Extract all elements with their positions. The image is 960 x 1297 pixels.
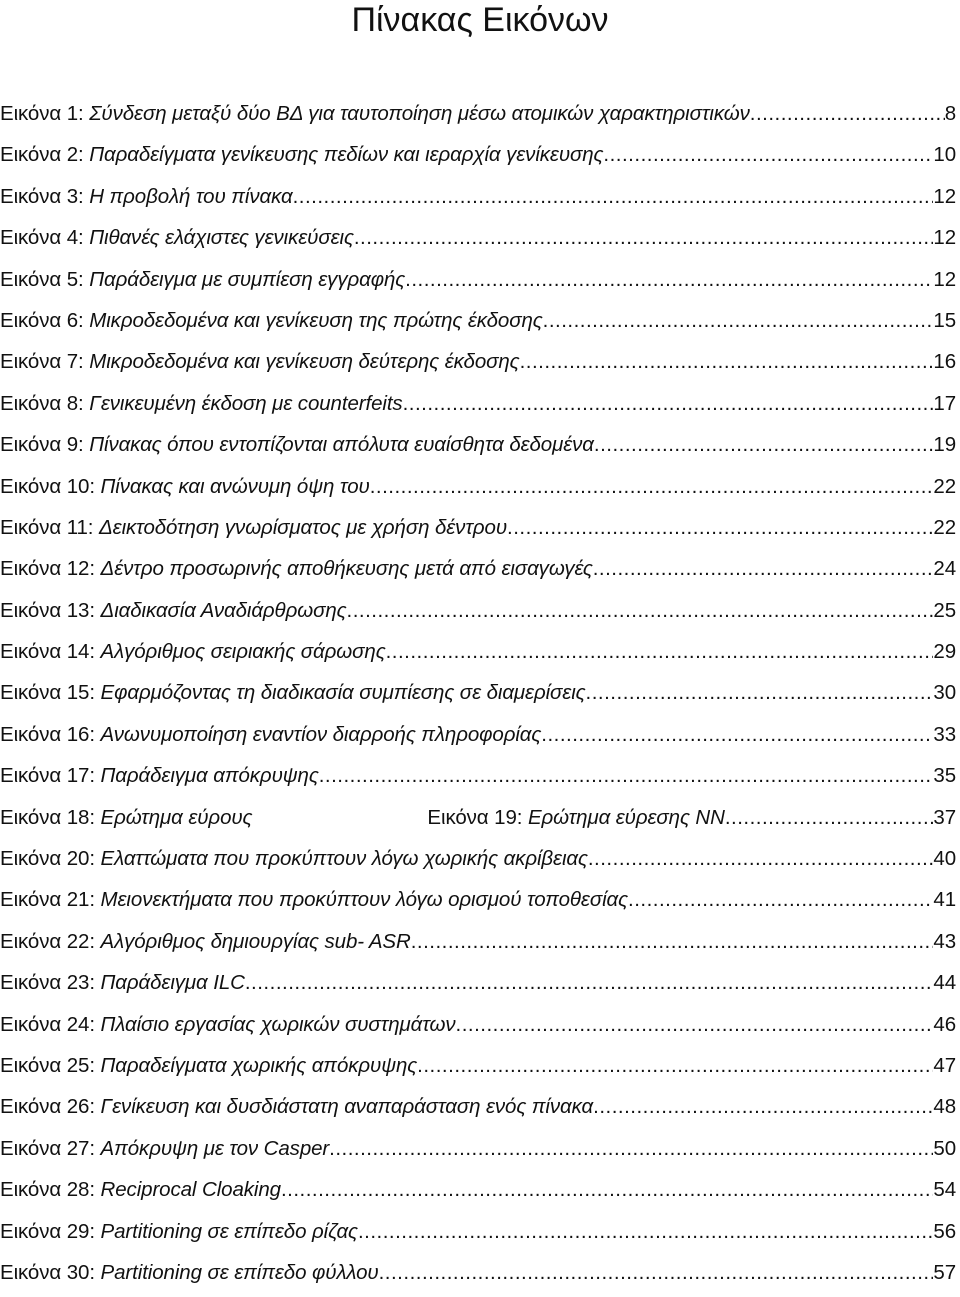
toc-entry[interactable]: [0, 755, 956, 796]
figure-caption: Γενίκευση και δυσδιάστατη αναπαράσταση ενός πίνακα: [100, 1095, 594, 1119]
figure-caption: Πλαίσιο εργασίας χωρικών συστημάτων: [100, 1012, 456, 1036]
page-number: 22: [933, 474, 956, 498]
toc-entry[interactable]: [0, 838, 956, 879]
page-number: 47: [933, 1053, 956, 1077]
figure-caption: Αλγόριθμος σειριακής σάρωσης: [100, 640, 386, 664]
figure-label: [0, 797, 252, 838]
figure-caption: Διαδικασία Αναδιάρθρωσης: [100, 598, 347, 622]
dot-leader: [456, 1004, 934, 1045]
dot-leader: [411, 921, 934, 962]
dot-leader: [354, 217, 934, 258]
toc-entry[interactable]: [0, 1211, 956, 1252]
page-number: 19: [933, 433, 956, 457]
dot-leader: [347, 590, 934, 631]
figure-caption: Partitioning σε επίπεδο ρίζας: [100, 1219, 358, 1243]
figure-label: [0, 1211, 358, 1252]
page-number: 57: [933, 1260, 956, 1284]
figure-label: [0, 962, 245, 1003]
dot-leader: [507, 507, 933, 548]
dot-leader: [588, 838, 934, 879]
figure-caption: Μειονεκτήματα που προκύπτουν λόγω ορισμού τοποθεσίας: [100, 888, 629, 912]
toc-entry[interactable]: [0, 1045, 956, 1086]
page-number: 33: [933, 722, 956, 746]
figure-label: [0, 134, 603, 175]
dot-leader: [628, 879, 933, 920]
figure-caption: Παραδείγματα χωρικής απόκρυψης: [100, 1053, 418, 1077]
figure-caption: Μικροδεδομένα και γενίκευση δεύτερης έκδοσης: [89, 350, 520, 374]
figure-number: Εικόνα 19:: [427, 805, 523, 829]
dot-leader: [593, 548, 934, 589]
toc-entry[interactable]: [0, 93, 956, 134]
figure-label: [0, 631, 386, 672]
toc-entry[interactable]: [0, 590, 956, 631]
page-number: 44: [933, 971, 956, 995]
figure-caption: Πίνακας όπου εντοπίζονται απόλυτα ευαίσθητα δεδομένα: [89, 433, 594, 457]
dot-leader: [358, 1211, 933, 1252]
figure-label: [0, 1252, 379, 1293]
toc-entry[interactable]: [0, 1128, 956, 1169]
toc-entry[interactable]: [0, 466, 956, 507]
figure-caption: Παράδειγμα με συμπίεση εγγραφής: [89, 267, 406, 291]
figure-caption: Μικροδεδομένα και γενίκευση της πρώτης έκδοσης: [89, 308, 543, 332]
figure-number: Εικόνα 30:: [0, 1260, 95, 1284]
figure-caption: Παραδείγματα γενίκευσης πεδίων και ιεραρχία γενίκευσης: [89, 143, 604, 167]
figure-number: Εικόνα 2:: [0, 143, 84, 167]
figure-label: [0, 548, 593, 589]
figure-caption: Αλγόριθμος δημιουργίας sub- ASR: [100, 929, 411, 953]
toc-entry[interactable]: [0, 507, 956, 548]
figure-number: Εικόνα 29:: [0, 1219, 95, 1243]
figure-number: Εικόνα 28:: [0, 1178, 95, 1202]
figure-label: [0, 590, 347, 631]
figure-caption: Σύνδεση μεταξύ δύο ΒΔ για ταυτοποίηση μέσω ατομικών χαρακτηριστικών: [89, 102, 750, 125]
figure-caption: Ανωνυμοποίηση εναντίον διαρροής πληροφορίας: [100, 722, 542, 746]
figure-label: [0, 341, 520, 382]
figure-label: [0, 1004, 456, 1045]
figure-number: Εικόνα 13:: [0, 598, 95, 622]
figure-number: Εικόνα 8:: [0, 391, 84, 415]
toc-entry[interactable]: [0, 797, 956, 838]
toc-entry[interactable]: [0, 879, 956, 920]
figure-number: Εικόνα 27:: [0, 1136, 95, 1160]
figure-number: Εικόνα 16:: [0, 722, 95, 746]
figure-caption: Ερώτημα εύρεσης NN: [527, 805, 725, 829]
toc-entry[interactable]: [0, 672, 956, 713]
figure-caption: Η προβολή του πίνακα: [89, 184, 293, 208]
dot-leader: [403, 383, 934, 424]
figure-number: Εικόνα 9:: [0, 433, 84, 457]
figure-caption: Εφαρμόζοντας τη διαδικασία συμπίεσης σε διαμερίσεις: [100, 681, 586, 705]
page-number: 16: [933, 350, 956, 374]
page-title: Πίνακας Εικόνων: [351, 1, 609, 39]
dot-leader: [329, 1128, 933, 1169]
page-number: 25: [933, 598, 956, 622]
dot-leader: [586, 672, 934, 713]
page-number: 17: [933, 391, 956, 415]
page-number: 10: [933, 143, 956, 167]
figure-number: Εικόνα 1:: [0, 102, 84, 125]
figure-caption: Ελαττώματα που προκύπτουν λόγω χωρικής ακρίβειας: [100, 847, 588, 871]
figure-label: [0, 714, 541, 755]
figure-caption: Απόκρυψη με τον Casper: [100, 1136, 330, 1160]
page-number: 37: [933, 805, 956, 829]
figure-caption: Reciprocal Cloaking: [100, 1178, 281, 1202]
figure-number: Εικόνα 21:: [0, 888, 95, 912]
toc-entry[interactable]: [0, 134, 956, 175]
dot-leader: [417, 1045, 933, 1086]
page-number: 8: [944, 102, 956, 125]
toc-entry[interactable]: [0, 341, 956, 382]
figure-label: [0, 1169, 281, 1210]
figure-number: Εικόνα 5:: [0, 267, 84, 291]
figure-label: [0, 217, 354, 258]
page-number: 56: [933, 1219, 956, 1243]
figure-label: [0, 755, 319, 796]
figure-caption: Ερώτημα εύρους: [100, 805, 253, 829]
dot-leader: [293, 176, 934, 217]
toc-entry[interactable]: [0, 631, 956, 672]
toc-entry[interactable]: [0, 1169, 956, 1210]
dot-leader: [245, 962, 934, 1003]
toc-entry[interactable]: [0, 1086, 956, 1127]
page-number: 54: [933, 1178, 956, 1202]
figure-caption: Partitioning σε επίπεδο φύλλου: [100, 1260, 379, 1284]
figure-number: Εικόνα 22:: [0, 929, 95, 953]
figure-label: [0, 259, 405, 300]
page-number: 24: [933, 557, 956, 581]
toc-entry[interactable]: [0, 176, 956, 217]
figure-label: [0, 383, 403, 424]
page-number: 22: [933, 515, 956, 539]
figure-number: Εικόνα 23:: [0, 971, 95, 995]
figure-number: Εικόνα 20:: [0, 847, 95, 871]
figure-number: Εικόνα 10:: [0, 474, 95, 498]
toc-entry[interactable]: [0, 424, 956, 465]
figure-number: Εικόνα 3:: [0, 184, 84, 208]
dot-leader: [386, 631, 934, 672]
dot-leader: [379, 1252, 934, 1293]
dot-leader: [593, 1086, 933, 1127]
dot-leader: [594, 424, 933, 465]
figure-label: [0, 921, 411, 962]
page-number: 15: [933, 308, 956, 332]
page-number: 29: [933, 640, 956, 664]
page-number: 35: [933, 764, 956, 788]
figure-number: Εικόνα 25:: [0, 1053, 95, 1077]
figure-number: Εικόνα 4:: [0, 226, 84, 250]
dot-leader: [603, 134, 933, 175]
dot-leader: [750, 93, 945, 134]
figure-number: Εικόνα 26:: [0, 1095, 95, 1119]
figure-caption: Παράδειγμα απόκρυψης: [100, 764, 319, 788]
dot-leader: [543, 300, 934, 341]
figure-number: Εικόνα 15:: [0, 681, 95, 705]
figure-label: [0, 1086, 593, 1127]
figure-caption: Δεικτοδότηση γνωρίσματος με χρήση δέντρου: [99, 515, 507, 539]
figure-number: Εικόνα 14:: [0, 640, 95, 664]
figure-label: [0, 466, 370, 507]
toc-entry[interactable]: [0, 1252, 956, 1293]
dot-leader: [541, 714, 933, 755]
toc-entry[interactable]: [0, 962, 956, 1003]
toc-entry[interactable]: [0, 383, 956, 424]
dot-leader: [405, 259, 933, 300]
toc-entry[interactable]: [0, 1004, 956, 1045]
dot-leader: [281, 1169, 933, 1210]
page-number: 30: [933, 681, 956, 705]
dot-leader: [725, 797, 934, 838]
dot-leader: [319, 755, 934, 796]
figure-label-secondary: [427, 797, 724, 838]
toc-entry[interactable]: [0, 548, 956, 589]
toc-entry[interactable]: [0, 714, 956, 755]
page-number: 50: [933, 1136, 956, 1160]
dot-leader: [370, 466, 934, 507]
page-number: 40: [933, 847, 956, 871]
toc-entry[interactable]: [0, 921, 956, 962]
figure-number: Εικόνα 18:: [0, 805, 95, 829]
page-number: 46: [933, 1012, 956, 1036]
figure-caption: Πίνακας και ανώνυμη όψη του: [100, 474, 370, 498]
figure-caption: Πιθανές ελάχιστες γενικεύσεις: [89, 226, 354, 250]
table-of-figures: [0, 93, 956, 1293]
figure-label: [0, 93, 750, 134]
toc-entry[interactable]: [0, 259, 956, 300]
figure-label: [0, 672, 586, 713]
figure-number: Εικόνα 11:: [0, 515, 94, 539]
figure-caption: Δέντρο προσωρινής αποθήκευσης μετά από εισαγωγές: [100, 557, 593, 581]
figure-number: Εικόνα 6:: [0, 308, 84, 332]
figure-label: [0, 507, 507, 548]
toc-entry[interactable]: [0, 300, 956, 341]
page-number: 12: [933, 267, 956, 291]
figure-number: Εικόνα 12:: [0, 557, 95, 581]
figure-number: Εικόνα 7:: [0, 350, 84, 374]
figure-label: [0, 879, 628, 920]
figure-label: [0, 424, 594, 465]
figure-label: [0, 176, 293, 217]
page-number: 12: [933, 226, 956, 250]
page-number: 48: [933, 1095, 956, 1119]
figure-caption: Γενικευμένη έκδοση με counterfeits: [89, 391, 403, 415]
figure-number: Εικόνα 17:: [0, 764, 95, 788]
dot-leader: [520, 341, 934, 382]
page-number: 43: [933, 929, 956, 953]
figure-label: [0, 300, 543, 341]
toc-entry[interactable]: [0, 217, 956, 258]
figure-label: [0, 1045, 417, 1086]
figure-label: [0, 1128, 329, 1169]
figure-caption: Παράδειγμα ILC: [100, 971, 245, 995]
figure-number: Εικόνα 24:: [0, 1012, 95, 1036]
page-number: 12: [933, 184, 956, 208]
figure-label: [0, 838, 588, 879]
page-number: 41: [933, 888, 956, 912]
